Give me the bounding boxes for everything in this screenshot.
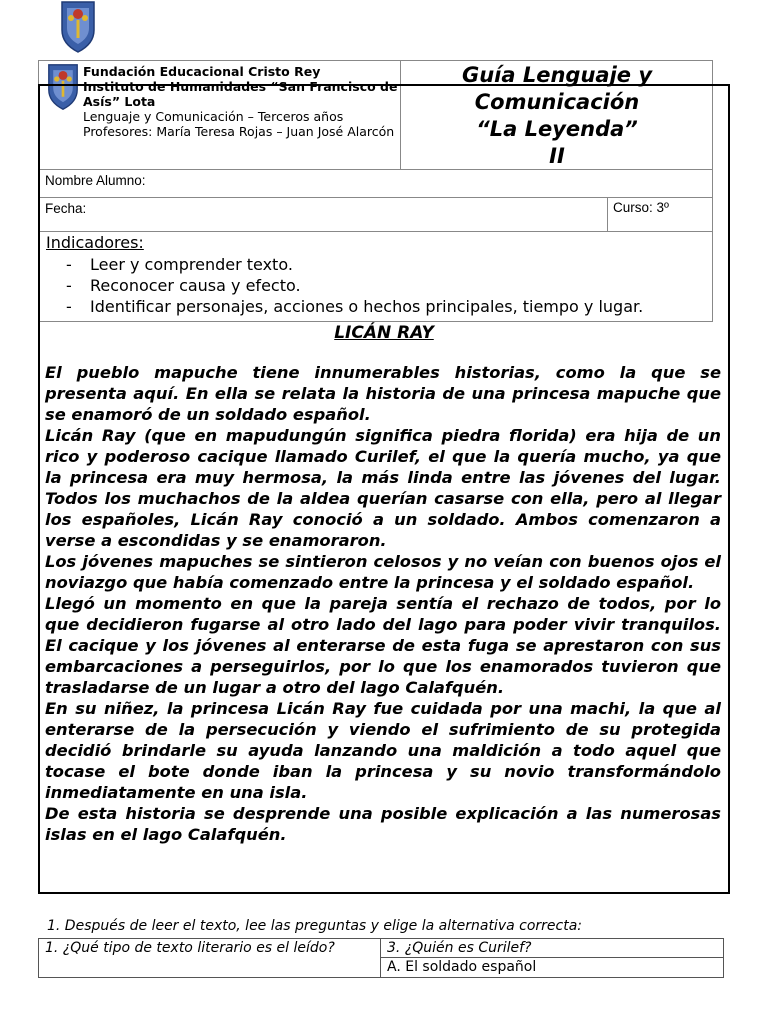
guide-title-line: Comunicación	[474, 90, 640, 114]
story-paragraph: De esta historia se desprende una posible explicación a las numerosas islas en el lago Calafquén.	[45, 804, 721, 844]
header-divider	[400, 60, 401, 170]
indicators-list	[66, 254, 643, 317]
guide-title-line: II	[549, 144, 565, 168]
crest-logo-icon	[60, 0, 96, 54]
crest-logo-icon	[47, 62, 79, 112]
guide-title-line: “La Leyenda”	[476, 117, 638, 141]
school-info	[83, 64, 398, 139]
guide-title	[402, 62, 712, 170]
indicator-item: - Reconocer causa y efecto.	[66, 275, 643, 296]
date-field[interactable]	[38, 198, 713, 232]
course-divider	[607, 198, 608, 232]
school-name: Fundación Educacional Cristo Rey	[83, 64, 321, 79]
story-paragraph: Los jóvenes mapuches se sintieron celosos y no veían con buenos ojos el noviazgo que había comenzado entre la princesa y el soldado español.	[45, 552, 721, 592]
student-name-label: Nombre Alumno:	[45, 173, 146, 188]
course-label: Curso: 3º	[613, 200, 669, 215]
indicator-item: - Identificar personajes, acciones o hechos principales, tiempo y lugar.	[66, 296, 643, 317]
story-paragraph: Llegó un momento en que la pareja sentía el rechazo de todos, por lo que decidieron fugarse al otro lado del lago para poder vivir tranquilos. El cacique y los jóvenes al enterarse de esta fuga se aprestaron con sus embarcaciones a perseguirlos, por lo que los enamorados tuvieron que trasladarse de un lugar a otro del lago Calafquén.	[45, 594, 721, 697]
student-name-field[interactable]	[38, 170, 713, 198]
date-label: Fecha:	[45, 201, 87, 216]
subject-line: Lenguaje y Comunicación – Terceros años	[83, 109, 344, 124]
story-text	[45, 362, 721, 845]
indicator-item: - Leer y comprender texto.	[66, 254, 643, 275]
story-paragraph: En su niñez, la princesa Licán Ray fue cuidada por una machi, la que al enterarse de la persecución y viendo el sufrimiento de su protegida decidió brindarle su ayuda lanzando una maldición a todo aquel que tocase el bote donde iban la princesa y su novio transformándolo inmediatamente en una isla.	[45, 699, 721, 802]
indicators-title: Indicadores:	[46, 233, 144, 252]
questions-divider	[380, 938, 381, 978]
questions-intro: 1. Después de leer el texto, lee las preguntas y elige la alternativa correcta:	[47, 918, 583, 934]
story-title: LICÁN RAY	[334, 323, 434, 343]
story-paragraph: Licán Ray (que en mapudungún significa piedra florida) era hija de un rico y poderoso cacique llamado Curilef, el que la quería mucho, ya que la princesa era muy hermosa, la más linda entre las jóvenes del lugar. Todos los muchachos de la aldea querían casarse con ella, pero al llegar los españoles, Licán Ray conoció a un soldado. Ambos comenzaron a verse a escondidas y se enamoraron.	[45, 426, 721, 550]
question-3-option-a[interactable]: A. El soldado español	[387, 959, 537, 975]
question-1: 1. ¿Qué tipo de texto literario es el leído?	[45, 940, 335, 956]
guide-title-line: Guía Lenguaje y	[461, 63, 653, 87]
institute-name: Instituto de Humanidades “San Francisco de Asís” Lota	[83, 79, 398, 109]
teachers-line: Profesores: María Teresa Rojas – Juan José Alarcón	[83, 124, 395, 139]
question-3: 3. ¿Quién es Curilef?	[387, 940, 532, 956]
story-paragraph: El pueblo mapuche tiene innumerables historias, como la que se presenta aquí. En ella se relata la historia de una princesa mapuche que se enamoró de un soldado español.	[45, 363, 721, 424]
